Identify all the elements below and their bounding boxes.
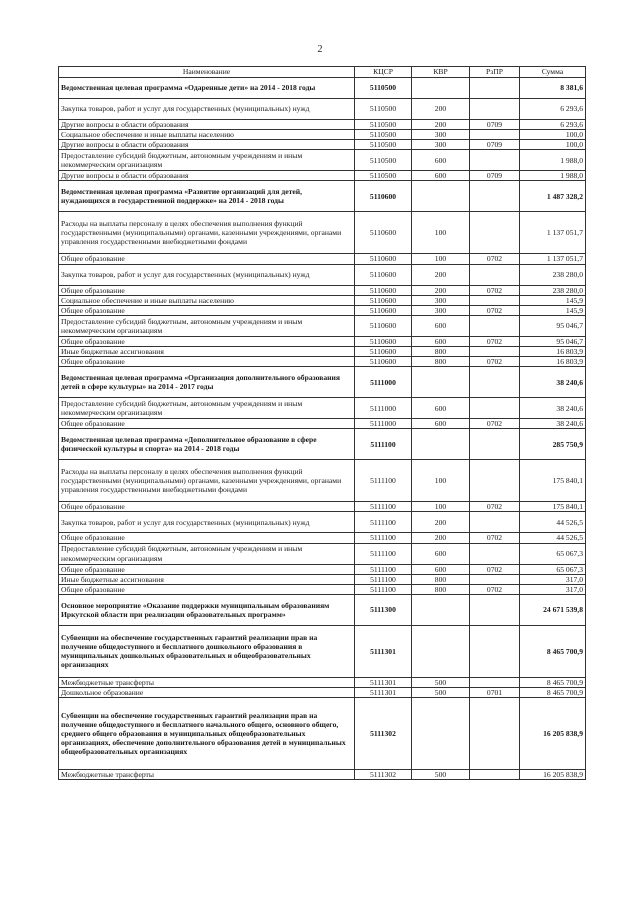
cell-kcsr: 5110600 bbox=[355, 254, 412, 264]
cell-rzpr bbox=[470, 181, 520, 212]
cell-kvr: 100 bbox=[412, 460, 470, 502]
cell-kvr bbox=[412, 594, 470, 625]
table-row bbox=[59, 285, 586, 295]
cell-kvr: 500 bbox=[412, 687, 470, 697]
table-row bbox=[59, 687, 586, 697]
cell-rzpr bbox=[470, 78, 520, 99]
cell-name: Предоставление субсидий бюджетным, автономным учреждениям и иным некоммерческим организациям bbox=[59, 150, 355, 171]
cell-rzpr bbox=[470, 698, 520, 770]
cell-name: Общее образование bbox=[59, 285, 355, 295]
cell-sum: 8 465 700,9 bbox=[520, 625, 586, 677]
cell-sum: 175 840,1 bbox=[520, 460, 586, 502]
cell-name: Общее образование bbox=[59, 336, 355, 346]
cell-kvr: 800 bbox=[412, 357, 470, 367]
cell-rzpr: 0701 bbox=[470, 687, 520, 697]
cell-rzpr: 0702 bbox=[470, 564, 520, 574]
cell-rzpr bbox=[470, 212, 520, 254]
cell-name: Общее образование bbox=[59, 564, 355, 574]
cell-kvr: 600 bbox=[412, 564, 470, 574]
cell-kcsr: 5110600 bbox=[355, 336, 412, 346]
cell-sum: 1 137 051,7 bbox=[520, 212, 586, 254]
table-row bbox=[59, 512, 586, 533]
cell-name: Ведомственная целевая программа «Одаренные дети» на 2014 - 2018 годы bbox=[59, 78, 355, 99]
cell-rzpr bbox=[470, 315, 520, 336]
column-header-kcsr: КЦСР bbox=[355, 67, 412, 78]
cell-sum: 38 240,6 bbox=[520, 367, 586, 398]
cell-kcsr: 5110500 bbox=[355, 130, 412, 140]
cell-sum: 1 137 051,7 bbox=[520, 254, 586, 264]
cell-kvr: 800 bbox=[412, 574, 470, 584]
cell-kcsr: 5111100 bbox=[355, 543, 412, 564]
cell-kcsr: 5111100 bbox=[355, 502, 412, 512]
cell-sum: 317,0 bbox=[520, 584, 586, 594]
cell-rzpr: 0702 bbox=[470, 336, 520, 346]
cell-sum: 1 487 328,2 bbox=[520, 181, 586, 212]
cell-kcsr: 5111301 bbox=[355, 625, 412, 677]
table-row bbox=[59, 419, 586, 429]
cell-kcsr: 5110600 bbox=[355, 285, 412, 295]
cell-kcsr: 5111100 bbox=[355, 584, 412, 594]
cell-rzpr bbox=[470, 130, 520, 140]
table-row bbox=[59, 120, 586, 130]
cell-kcsr: 5111100 bbox=[355, 574, 412, 584]
cell-sum: 238 280,0 bbox=[520, 264, 586, 285]
cell-sum: 6 293,6 bbox=[520, 99, 586, 120]
cell-kcsr: 5110500 bbox=[355, 78, 412, 99]
cell-kvr: 600 bbox=[412, 171, 470, 181]
cell-kcsr: 5110600 bbox=[355, 305, 412, 315]
cell-kvr: 300 bbox=[412, 130, 470, 140]
cell-kvr: 200 bbox=[412, 512, 470, 533]
cell-kcsr: 5110600 bbox=[355, 346, 412, 356]
cell-sum: 317,0 bbox=[520, 574, 586, 584]
cell-name: Социальное обеспечение и иные выплаты населению bbox=[59, 130, 355, 140]
cell-sum: 44 526,5 bbox=[520, 533, 586, 543]
cell-kvr bbox=[412, 625, 470, 677]
cell-sum: 238 280,0 bbox=[520, 285, 586, 295]
cell-kvr: 600 bbox=[412, 150, 470, 171]
cell-kcsr: 5111000 bbox=[355, 419, 412, 429]
cell-name: Общее образование bbox=[59, 357, 355, 367]
cell-kvr: 600 bbox=[412, 336, 470, 346]
cell-sum: 16 205 838,9 bbox=[520, 698, 586, 770]
cell-kvr: 200 bbox=[412, 120, 470, 130]
cell-rzpr bbox=[470, 99, 520, 120]
cell-sum: 16 803,9 bbox=[520, 346, 586, 356]
cell-sum: 100,0 bbox=[520, 130, 586, 140]
cell-sum: 38 240,6 bbox=[520, 419, 586, 429]
table-body bbox=[59, 78, 586, 780]
cell-rzpr bbox=[470, 460, 520, 502]
table-row bbox=[59, 398, 586, 419]
cell-rzpr: 0702 bbox=[470, 502, 520, 512]
table-row bbox=[59, 533, 586, 543]
cell-kvr: 600 bbox=[412, 315, 470, 336]
table-row bbox=[59, 264, 586, 285]
cell-kvr: 300 bbox=[412, 295, 470, 305]
cell-name: Межбюджетные трансферты bbox=[59, 677, 355, 687]
table-row bbox=[59, 78, 586, 99]
cell-name: Межбюджетные трансферты bbox=[59, 770, 355, 780]
cell-sum: 1 988,0 bbox=[520, 171, 586, 181]
page-number: 2 bbox=[317, 44, 323, 55]
cell-rzpr bbox=[470, 150, 520, 171]
table-row bbox=[59, 99, 586, 120]
table-row bbox=[59, 346, 586, 356]
cell-sum: 65 067,3 bbox=[520, 564, 586, 574]
table-row bbox=[59, 429, 586, 460]
cell-kvr: 600 bbox=[412, 419, 470, 429]
cell-sum: 38 240,6 bbox=[520, 398, 586, 419]
cell-sum: 95 046,7 bbox=[520, 336, 586, 346]
cell-rzpr bbox=[470, 398, 520, 419]
table-row bbox=[59, 315, 586, 336]
table-header-row bbox=[59, 67, 586, 78]
table-row bbox=[59, 677, 586, 687]
cell-kcsr: 5111301 bbox=[355, 677, 412, 687]
cell-name: Предоставление субсидий бюджетным, автономным учреждениям и иным некоммерческим организациям bbox=[59, 543, 355, 564]
cell-kcsr: 5111100 bbox=[355, 429, 412, 460]
cell-sum: 8 465 700,9 bbox=[520, 677, 586, 687]
cell-kcsr: 5110500 bbox=[355, 120, 412, 130]
table-row bbox=[59, 357, 586, 367]
cell-kcsr: 5111100 bbox=[355, 460, 412, 502]
cell-name: Закупка товаров, работ и услуг для государственных (муниципальных) нужд bbox=[59, 99, 355, 120]
cell-kvr: 300 bbox=[412, 140, 470, 150]
cell-rzpr: 0702 bbox=[470, 357, 520, 367]
cell-sum: 8 381,6 bbox=[520, 78, 586, 99]
cell-sum: 16 205 838,9 bbox=[520, 770, 586, 780]
cell-name: Предоставление субсидий бюджетным, автономным учреждениям и иным некоммерческим организациям bbox=[59, 315, 355, 336]
table-row bbox=[59, 150, 586, 171]
cell-name: Другие вопросы в области образования bbox=[59, 171, 355, 181]
table-row bbox=[59, 770, 586, 780]
cell-name: Ведомственная целевая программа «Организация дополнительного образования детей в сфере культуры» на 2014 - 2017 годы bbox=[59, 367, 355, 398]
cell-kvr: 100 bbox=[412, 502, 470, 512]
cell-name: Другие вопросы в области образования bbox=[59, 140, 355, 150]
cell-kcsr: 5110600 bbox=[355, 212, 412, 254]
cell-rzpr: 0702 bbox=[470, 305, 520, 315]
cell-name: Субвенции на обеспечение государственных гарантий реализации прав на получение общедоступного и бесплатного дошкольного образования в муниципальных дошкольных образовательных и общеобразовательных организациях bbox=[59, 625, 355, 677]
cell-kvr bbox=[412, 78, 470, 99]
table-row bbox=[59, 254, 586, 264]
cell-sum: 6 293,6 bbox=[520, 120, 586, 130]
cell-name: Социальное обеспечение и иные выплаты населению bbox=[59, 295, 355, 305]
table-row bbox=[59, 594, 586, 625]
cell-kcsr: 5111100 bbox=[355, 564, 412, 574]
cell-sum: 285 750,9 bbox=[520, 429, 586, 460]
cell-rzpr bbox=[470, 512, 520, 533]
column-header-rzpr: РзПР bbox=[470, 67, 520, 78]
column-header-kvr: КВР bbox=[412, 67, 470, 78]
table-row bbox=[59, 502, 586, 512]
cell-rzpr: 0709 bbox=[470, 140, 520, 150]
cell-sum: 145,9 bbox=[520, 305, 586, 315]
cell-rzpr bbox=[470, 677, 520, 687]
cell-kvr: 600 bbox=[412, 543, 470, 564]
cell-kvr: 800 bbox=[412, 584, 470, 594]
cell-name: Иные бюджетные ассигнования bbox=[59, 346, 355, 356]
cell-kvr: 800 bbox=[412, 346, 470, 356]
table-row bbox=[59, 130, 586, 140]
table-row bbox=[59, 543, 586, 564]
cell-rzpr bbox=[470, 543, 520, 564]
cell-name: Расходы на выплаты персоналу в целях обеспечения выполнения функций государственными (муниципальными) органами, казенными учреждениями, органами управления государственными внебюджетными фондами bbox=[59, 212, 355, 254]
cell-sum: 24 671 539,8 bbox=[520, 594, 586, 625]
cell-sum: 8 465 700,9 bbox=[520, 687, 586, 697]
table-row bbox=[59, 181, 586, 212]
cell-kcsr: 5110600 bbox=[355, 357, 412, 367]
table-row bbox=[59, 295, 586, 305]
cell-name: Общее образование bbox=[59, 305, 355, 315]
budget-table bbox=[58, 66, 586, 780]
cell-sum: 44 526,5 bbox=[520, 512, 586, 533]
cell-sum: 1 988,0 bbox=[520, 150, 586, 171]
cell-rzpr: 0702 bbox=[470, 254, 520, 264]
cell-rzpr bbox=[470, 346, 520, 356]
table-row bbox=[59, 574, 586, 584]
table-row bbox=[59, 367, 586, 398]
cell-kcsr: 5110500 bbox=[355, 99, 412, 120]
table-row bbox=[59, 336, 586, 346]
cell-name: Общее образование bbox=[59, 533, 355, 543]
cell-kvr bbox=[412, 181, 470, 212]
cell-kvr: 600 bbox=[412, 398, 470, 419]
cell-rzpr: 0709 bbox=[470, 120, 520, 130]
column-header-sum: Сумма bbox=[520, 67, 586, 78]
cell-kcsr: 5111100 bbox=[355, 512, 412, 533]
cell-name: Расходы на выплаты персоналу в целях обеспечения выполнения функций государственными (муниципальными) органами, казенными учреждениями, органами управления государственными внебюджетными фондами bbox=[59, 460, 355, 502]
cell-kcsr: 5111100 bbox=[355, 533, 412, 543]
cell-kcsr: 5110500 bbox=[355, 171, 412, 181]
cell-rzpr bbox=[470, 625, 520, 677]
cell-rzpr: 0709 bbox=[470, 171, 520, 181]
cell-kcsr: 5111300 bbox=[355, 594, 412, 625]
cell-name: Ведомственная целевая программа «Развитие организаций для детей, нуждающихся в государственной поддержке» на 2014 - 2018 годы bbox=[59, 181, 355, 212]
table-row bbox=[59, 305, 586, 315]
cell-kvr: 200 bbox=[412, 285, 470, 295]
cell-name: Предоставление субсидий бюджетным, автономным учреждениям и иным некоммерческим организациям bbox=[59, 398, 355, 419]
cell-name: Общее образование bbox=[59, 254, 355, 264]
cell-kvr bbox=[412, 698, 470, 770]
table-row bbox=[59, 140, 586, 150]
cell-rzpr: 0702 bbox=[470, 285, 520, 295]
table-row bbox=[59, 171, 586, 181]
cell-kcsr: 5110600 bbox=[355, 181, 412, 212]
cell-rzpr bbox=[470, 264, 520, 285]
cell-name: Субвенции на обеспечение государственных гарантий реализации прав на получение общедоступного и бесплатного начального общего, основного общего, среднего общего образования в муниципальных общеобразовательных организациях, обеспечение дополнительного образования детей в муниципальных общеобразовательных организациях bbox=[59, 698, 355, 770]
cell-name: Ведомственная целевая программа «Дополнительное образование в сфере физической культуры и спорта» на 2014 - 2018 годы bbox=[59, 429, 355, 460]
table-row bbox=[59, 625, 586, 677]
cell-name: Общее образование bbox=[59, 502, 355, 512]
table-row bbox=[59, 584, 586, 594]
cell-kcsr: 5110600 bbox=[355, 264, 412, 285]
cell-kvr bbox=[412, 367, 470, 398]
cell-kcsr: 5111000 bbox=[355, 398, 412, 419]
cell-sum: 175 840,1 bbox=[520, 502, 586, 512]
cell-kvr: 300 bbox=[412, 305, 470, 315]
cell-rzpr bbox=[470, 574, 520, 584]
cell-kcsr: 5111301 bbox=[355, 687, 412, 697]
cell-name: Общее образование bbox=[59, 584, 355, 594]
cell-kvr: 100 bbox=[412, 212, 470, 254]
cell-name: Закупка товаров, работ и услуг для государственных (муниципальных) нужд bbox=[59, 264, 355, 285]
cell-kvr: 100 bbox=[412, 254, 470, 264]
cell-rzpr: 0702 bbox=[470, 419, 520, 429]
cell-rzpr bbox=[470, 429, 520, 460]
cell-kcsr: 5110500 bbox=[355, 140, 412, 150]
cell-kvr: 200 bbox=[412, 533, 470, 543]
cell-name: Другие вопросы в области образования bbox=[59, 120, 355, 130]
cell-rzpr bbox=[470, 367, 520, 398]
cell-rzpr: 0702 bbox=[470, 533, 520, 543]
cell-rzpr bbox=[470, 770, 520, 780]
cell-sum: 100,0 bbox=[520, 140, 586, 150]
cell-rzpr bbox=[470, 295, 520, 305]
cell-kcsr: 5111302 bbox=[355, 770, 412, 780]
cell-kcsr: 5111000 bbox=[355, 367, 412, 398]
cell-name: Закупка товаров, работ и услуг для государственных (муниципальных) нужд bbox=[59, 512, 355, 533]
cell-rzpr bbox=[470, 594, 520, 625]
cell-name: Общее образование bbox=[59, 419, 355, 429]
cell-rzpr: 0702 bbox=[470, 584, 520, 594]
cell-kvr bbox=[412, 429, 470, 460]
cell-kcsr: 5110600 bbox=[355, 295, 412, 305]
cell-sum: 145,9 bbox=[520, 295, 586, 305]
cell-kcsr: 5111302 bbox=[355, 698, 412, 770]
table-row bbox=[59, 212, 586, 254]
cell-sum: 95 046,7 bbox=[520, 315, 586, 336]
cell-kcsr: 5110600 bbox=[355, 315, 412, 336]
cell-kvr: 200 bbox=[412, 264, 470, 285]
table-row bbox=[59, 460, 586, 502]
cell-kvr: 200 bbox=[412, 99, 470, 120]
table-row bbox=[59, 564, 586, 574]
cell-sum: 16 803,9 bbox=[520, 357, 586, 367]
cell-kvr: 500 bbox=[412, 677, 470, 687]
table-row bbox=[59, 698, 586, 770]
cell-kvr: 500 bbox=[412, 770, 470, 780]
cell-name: Иные бюджетные ассигнования bbox=[59, 574, 355, 584]
column-header-name: Наименование bbox=[59, 67, 355, 78]
cell-kcsr: 5110500 bbox=[355, 150, 412, 171]
cell-sum: 65 067,3 bbox=[520, 543, 586, 564]
cell-name: Основное мероприятие «Оказание поддержки муниципальным образованиям Иркутской области при реализации образовательных программ» bbox=[59, 594, 355, 625]
cell-name: Дошкольное образование bbox=[59, 687, 355, 697]
